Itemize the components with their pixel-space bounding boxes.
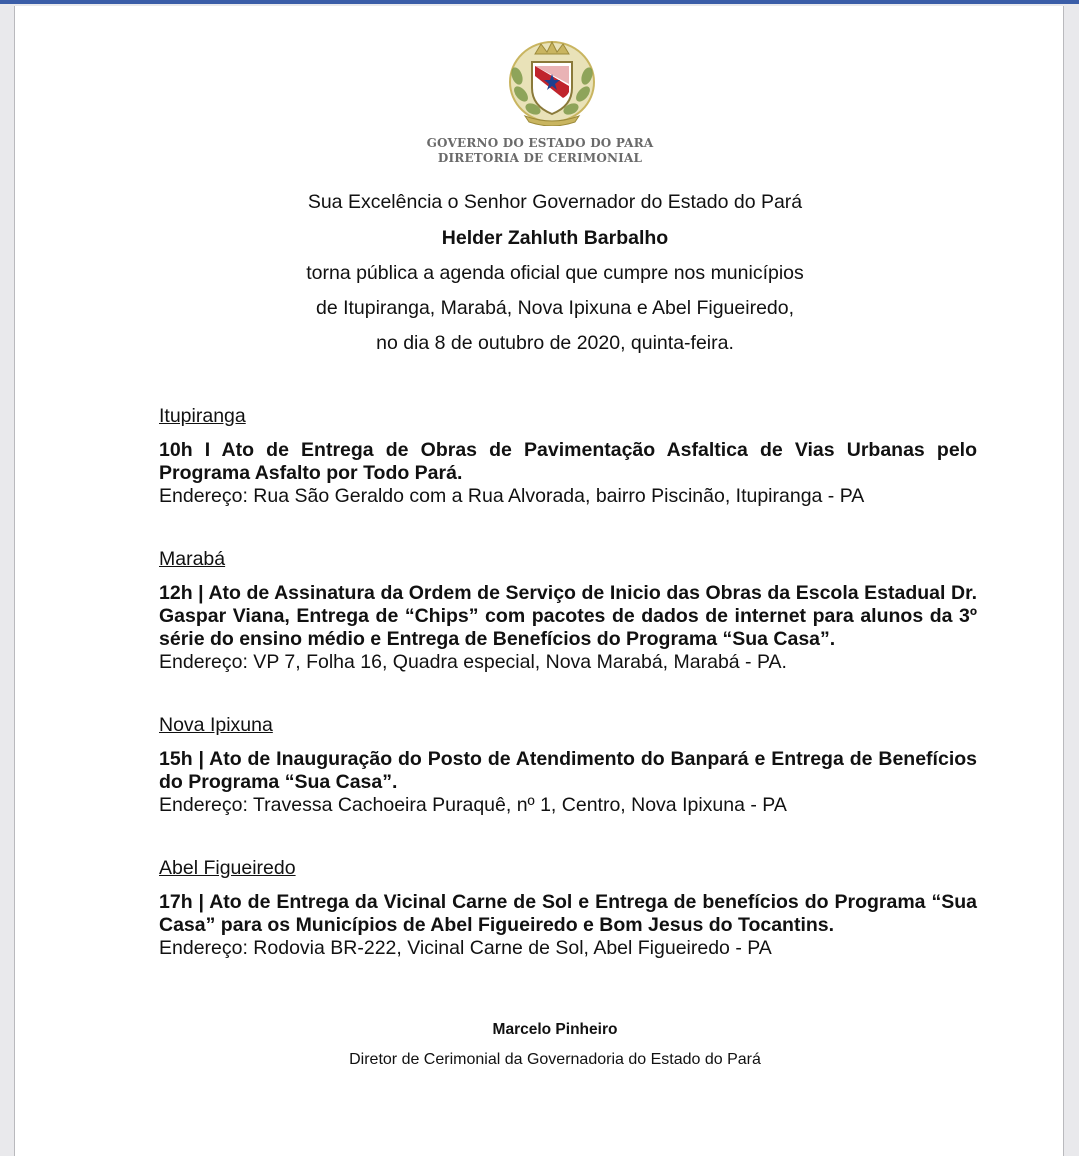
event-description: 10h I Ato de Entrega de Obras de Pavimentação Asfaltica de Vias Urbanas pelo Programa Asfalto por Todo Pará. <box>159 439 977 484</box>
state-coat-of-arms-icon <box>505 36 599 126</box>
event-address: Endereço: Travessa Cachoeira Puraquê, nº 1, Centro, Nova Ipixuna - PA <box>159 794 787 816</box>
intro-line-1: Sua Excelência o Senhor Governador do Estado do Pará <box>307 191 803 213</box>
event-address: Endereço: Rua São Geraldo com a Rua Alvorada, bairro Piscinão, Itupiranga - PA <box>159 485 865 507</box>
agenda-item <box>159 547 977 674</box>
signatory-name: Marcelo Pinheiro <box>492 1021 618 1038</box>
city-heading: Itupiranga <box>159 405 246 427</box>
signatory-role: Diretor de Cerimonial da Governadoria do Estado do Pará <box>349 1051 761 1068</box>
governor-name: Helder Zahluth Barbalho <box>441 227 669 249</box>
event-description: 12h | Ato de Assinatura da Ordem de Serviço de Inicio das Obras da Escola Estadual Dr. Gaspar Viana, Entrega de “Chips” com pacotes de dados de internet para alunos da 3º série do ensino médio e Entrega de Benefícios do Programa “Sua Casa”. <box>159 582 977 650</box>
org-name-line1: GOVERNO DO ESTADO DO PARA <box>426 136 654 150</box>
agenda-item <box>159 404 977 508</box>
org-name-line2: DIRETORIA DE CERIMONIAL <box>437 151 643 165</box>
top-accent-bar <box>0 0 1079 4</box>
intro-line-5: no dia 8 de outubro de 2020, quinta-feira. <box>376 332 734 354</box>
city-heading: Marabá <box>159 548 226 570</box>
city-heading: Abel Figueiredo <box>159 857 296 879</box>
intro-line-4: de Itupiranga, Marabá, Nova Ipixuna e Abel Figueiredo, <box>315 297 795 319</box>
event-description: 17h | Ato de Entrega da Vicinal Carne de Sol e Entrega de benefícios do Programa “Sua Casa” para os Municípios de Abel Figueiredo e Bom Jesus do Tocantins. <box>159 891 977 936</box>
agenda-item <box>159 713 977 817</box>
agenda-item <box>159 856 977 960</box>
event-address: Endereço: VP 7, Folha 16, Quadra especial, Nova Marabá, Marabá - PA. <box>159 651 787 673</box>
event-description: 15h | Ato de Inauguração do Posto de Atendimento do Banpará e Entrega de Benefícios do Programa “Sua Casa”. <box>159 748 977 793</box>
city-heading: Nova Ipixuna <box>159 714 273 736</box>
event-address: Endereço: Rodovia BR-222, Vicinal Carne de Sol, Abel Figueiredo - PA <box>159 937 772 959</box>
document-page <box>14 6 1064 1156</box>
intro-line-3: torna pública a agenda oficial que cumpre nos municípios <box>306 262 804 284</box>
